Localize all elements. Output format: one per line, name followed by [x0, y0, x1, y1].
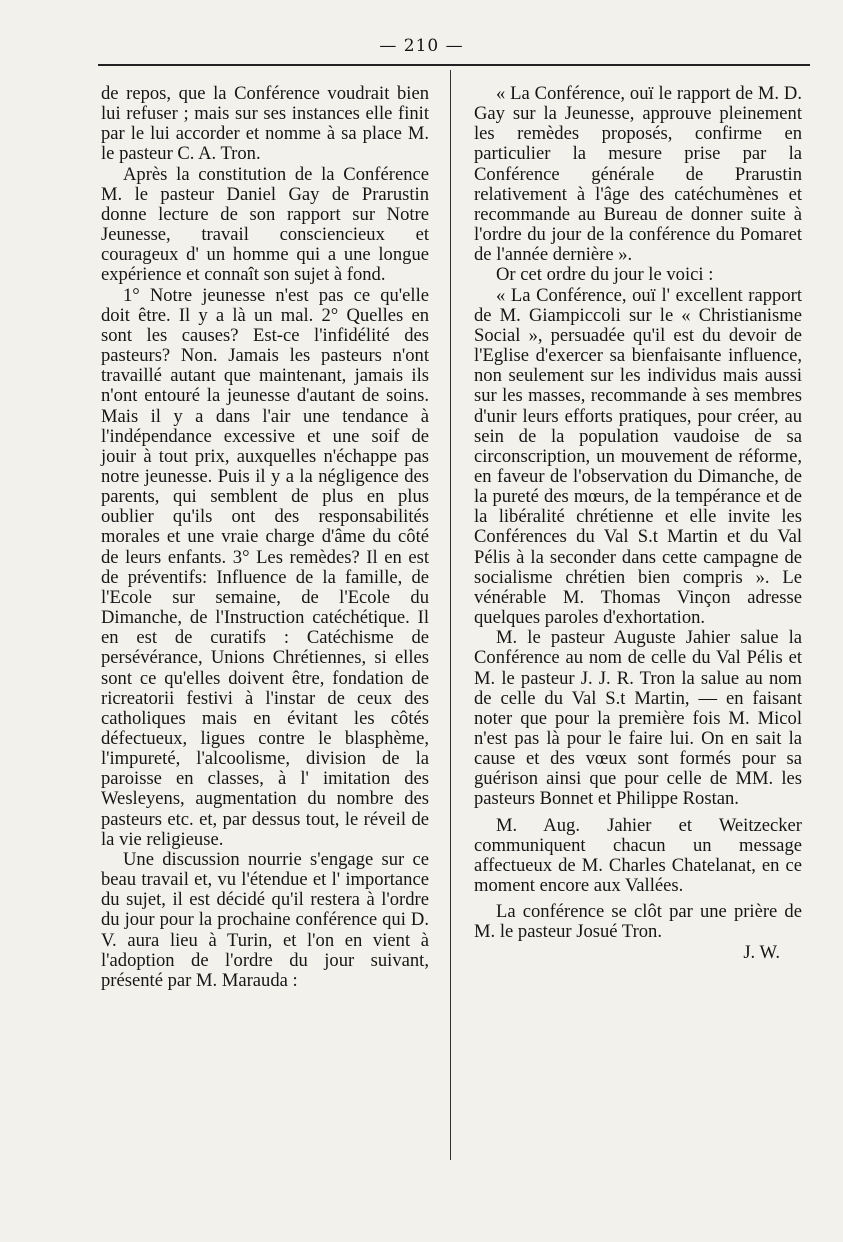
paragraph: M. le pasteur Auguste Jahier salue la Conférence au nom de celle du Val Pélis et M. le pasteur J. J. R. Tron la salue au nom de celle du Val S.t Martin, — en faisant noter que pour la première fois M. Micol n'est pas là pour le faire lui. On en sait la cause et des vœux sont formés pour sa guérison ainsi que pour celle de MM. les pasteurs Bonnet et Philippe Rostan. [474, 627, 802, 810]
paragraph: « La Conférence, ouï le rapport de M. D. Gay sur la Jeunesse, approuve pleinement les remèdes proposés, confirme en particulier la mesure prise par la Conférence générale de Prarustin relativement à l'âge des catéchumènes et recommande au Bureau de donner suite à l'ordre du jour de la conférence du Pomaret de l'année dernière ». [474, 83, 802, 266]
page-number: — 210 — [379, 36, 464, 56]
paragraph: Après la constitution de la Conférence M. le pasteur Daniel Gay de Prarustin donne lecture de son rapport sur Notre Jeunesse, travail consciencieux et courageux d' un homme qui a une longue expérience et connaît son sujet à fond. [101, 163, 429, 286]
paragraph: « La Conférence, ouï l' excellent rapport de M. Giampiccoli sur le « Christianisme Social », persuadée qu'il est du devoir de l'Eglise d'exercer sa bienfaisante influence, non seulement sur les individus mais aussi sur les masses, recommande à ses membres d'unir leurs efforts pratiques, pour créer, au sein de la population vaudoise de sa circonscription, un mouvement de réforme, en faveur de l'observation du Dimanche, de la pureté des mœurs, de la tempérance et de la libéralité chrétienne et elle invite les Conférences du Val S.t Martin et du Val Pélis à la seconder dans cette campagne de socialisme chrétien bien compris ». Le vénérable M. Thomas Vinçon adresse quelques paroles d'exhortation. [474, 284, 802, 629]
paragraph: Or cet ordre du jour le voici : [496, 264, 714, 286]
paragraph: de repos, que la Conférence voudrait bien lui refuser ; mais sur ses instances elle finit par le lui accorder et nomme à sa place M. le pasteur C. A. Tron. [101, 83, 429, 165]
paragraph: Une discussion nourrie s'engage sur ce beau travail et, vu l'étendue et l' importance du sujet, il est décidé qu'il restera à l'ordre du jour pour la prochaine conférence qui D. V. aura lieu à Turin, et l'on en vient à l'adoption de l'ordre du jour suivant, présenté par M. Marauda : [101, 848, 429, 991]
paragraph: La conférence se clôt par une prière de M. le pasteur Josué Tron. [474, 901, 802, 943]
right-column [474, 84, 802, 963]
paragraph: M. Aug. Jahier et Weitzecker communiquent chacun un message affectueux de M. Charles Chatelanat, en ce moment encore aux Vallées. [474, 814, 802, 897]
signature: J. W. [743, 941, 780, 963]
paragraph: 1° Notre jeunesse n'est pas ce qu'elle doit être. Il y a là un mal. 2° Quelles en sont les causes? Est-ce l'infidélité des pasteurs? Non. Jamais les pasteurs n'ont travaillé autant que maintenant, jamais ils n'ont entouré la jeunesse d'autant de soins. Mais il y a dans l'air une tendance à l'indépendance excessive et une soif de jouir à tout prix, auxquelles n'échappe pas notre jeunesse. Puis il y a la négligence des parents, qui semblent de plus en plus oublier qu'ils ont des responsabilités morales et une vraie charge d'âme du côté de leurs enfants. 3° Les remèdes? Il en est de préventifs: Influence de la famille, de l'Ecole sur semaine, de l'Ecole du Dimanche, de l'Instruction catéchétique. Il en est de curatifs : Catéchisme de persévérance, Unions Chrétiennes, si elles sont ce qu'elles doivent être, fondation de ricreatorii festivi à l'instar de ceux des catholiques mais en évitant les côtés défectueux, ligues contre le blasphème, l'impureté, l'alcoolisme, division de la paroisse en classes, à l' imitation des Wesleyens, augmentation du nombre des pasteurs etc. et, par dessus tout, le réveil de la vie religieuse. [101, 284, 429, 850]
left-column [101, 84, 429, 991]
header-rule [98, 64, 810, 66]
column-divider [450, 70, 451, 1160]
